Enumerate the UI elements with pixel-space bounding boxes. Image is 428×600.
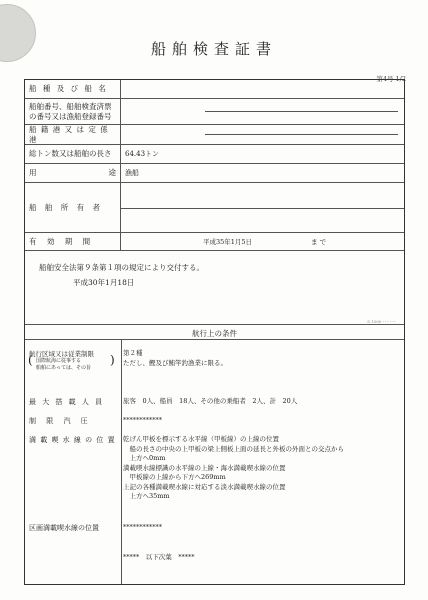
value-validity: 平成35年1月5日	[203, 238, 253, 246]
row-validity	[25, 233, 404, 251]
label-route: 航行区域又は従業制限	[29, 350, 94, 358]
label-ship-number-line1: 船舶番号、船舶検査済票	[29, 101, 112, 111]
loadline-line-3: 上方へ0mm	[123, 454, 166, 462]
label-ship-number-line2: の番号又は漁船登録番号	[29, 111, 112, 121]
loadline-line-5: 甲板線の上線から下方へ269mm	[123, 473, 226, 481]
label-owner: 船 舶 所 有 者	[25, 183, 121, 232]
owner-divider	[121, 208, 404, 209]
row-owner	[25, 183, 404, 233]
route-paren-right: )	[110, 353, 115, 367]
small-print: S 1000 ･･･ ･･･	[367, 319, 396, 324]
label-validity: 有 効 期 間	[25, 233, 121, 250]
loadline-line-2: 船の長さの中央の上甲板の梁上側板上面の延長と外板の外面との交点から	[123, 444, 344, 453]
route-paren-left: (	[28, 353, 33, 367]
continued-note: ***** 以下次葉 *****	[123, 553, 195, 561]
value-pressure: ************	[123, 416, 162, 424]
value-compartment: ************	[123, 523, 162, 531]
row-ship-name	[25, 80, 404, 99]
value-use: 漁船	[125, 169, 139, 177]
label-use-left: 用	[29, 168, 37, 177]
value-capacity: 旅客 0人、船員 18人、その他の乗船者 2人、計 20人	[123, 397, 298, 405]
row-ship-number	[25, 99, 404, 125]
label-port: 船 籍 港 又 は 定 係 港	[25, 125, 121, 144]
value-tonnage: 64.43トン	[125, 150, 160, 158]
issuance-text: 船舶安全法第９条第１項の規定により交付する。	[39, 263, 204, 272]
issuance-date: 平成30年1月18日	[73, 278, 135, 287]
label-ship-number	[25, 99, 121, 124]
route-note-line2: 船舶にあっては、その旨	[36, 365, 91, 371]
loadline-line-4: 満載喫水線標識の水平線の上線・海水満載喫水線の位置	[123, 463, 286, 472]
route-value-line1: 第２種	[123, 349, 143, 357]
loadline-line-7: 上方へ35mm	[123, 492, 170, 500]
conditions-divider	[121, 340, 122, 584]
page-title: 船舶検査証書	[150, 40, 277, 58]
label-tonnage: 総トン数又は船舶の長さ	[25, 145, 121, 163]
route-value-line2: ただし、鰹及び鮪竿釣漁業に限る。	[123, 358, 227, 367]
label-compartment: 区画満載喫水線の位置	[29, 524, 99, 532]
label-use-right: 途	[108, 168, 116, 177]
row-tonnage	[25, 145, 404, 164]
label-loadline: 満 載 喫 水 線 の 位 置	[29, 436, 116, 444]
value-route	[123, 349, 227, 368]
label-ship-name: 船 種 及 び 船 名	[25, 80, 121, 98]
underline-1	[205, 111, 398, 112]
loadline-line-1: 乾げん甲板を標示する水平線（甲板線）の上線の位置	[123, 435, 279, 443]
value-loadline	[123, 435, 344, 502]
conditions-header	[25, 325, 404, 340]
validity-suffix: ま で	[311, 238, 327, 246]
row-port	[25, 125, 404, 145]
underline-2	[205, 134, 398, 135]
label-use	[25, 164, 121, 182]
label-pressure: 制 限 汽 圧	[29, 417, 92, 425]
loadline-line-6: 上記の各種満載喫水線に対応する淡水満載喫水線の位置	[123, 482, 286, 491]
conditions-title: 航行上の条件	[192, 329, 237, 338]
label-capacity: 最 大 搭 載 人 員	[29, 398, 105, 406]
form-number: 第4号 1/2	[376, 75, 406, 83]
certificate-frame	[24, 79, 405, 585]
issuance-block	[25, 251, 404, 325]
row-use	[25, 164, 404, 183]
route-note-line1: 国際航海に従事する	[36, 358, 82, 364]
